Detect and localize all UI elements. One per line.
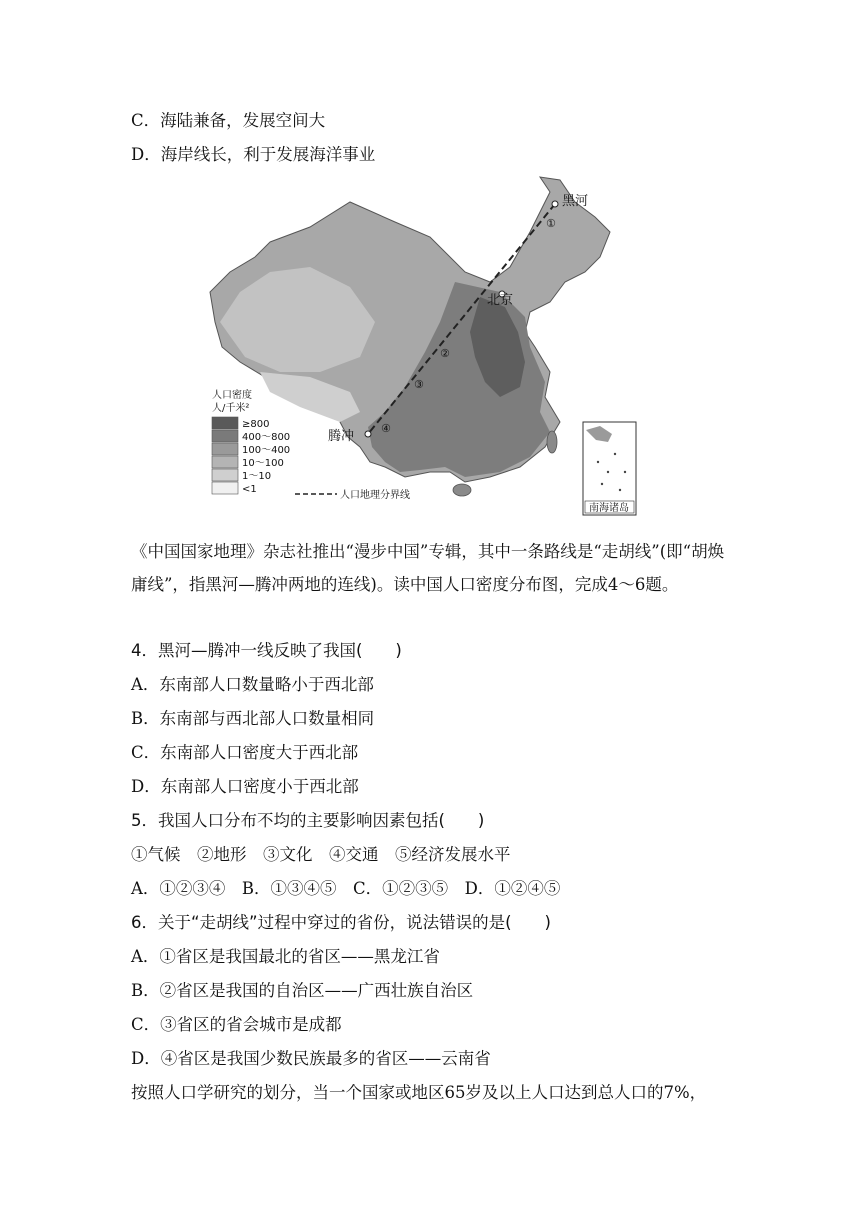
legend-label: 10～100 <box>242 458 284 469</box>
legend-line-label: 人口地理分界线 <box>340 490 410 501</box>
q4-option-a: A．东南部人口数量略小于西北部 <box>131 675 374 694</box>
legend-label: ≥800 <box>242 419 270 430</box>
heihe-label: 黑河 <box>562 194 589 209</box>
marker-1: ① <box>546 217 556 230</box>
option-c-prev: C．海陆兼备，发展空间大 <box>131 111 326 130</box>
q6-stem: 6．关于“走胡线”过程中穿过的省份，说法错误的是( ) <box>131 913 551 932</box>
population-density-map <box>200 172 640 517</box>
legend-label: 1～10 <box>242 471 272 482</box>
legend-swatch <box>212 456 238 468</box>
legend-title: 人口密度 <box>212 390 252 401</box>
legend-swatch <box>212 482 238 494</box>
taiwan-island <box>547 431 557 453</box>
legend-swatch <box>212 469 238 481</box>
q4-stem: 4．黑河—腾冲一线反映了我国( ) <box>131 641 402 660</box>
marker-3: ③ <box>414 378 424 391</box>
hainan-island <box>453 484 471 496</box>
legend-swatch <box>212 430 238 442</box>
marker-4: ④ <box>381 422 391 435</box>
tengchong-label: 腾冲 <box>328 429 355 444</box>
trailing-text: 按照人口学研究的划分，当一个国家或地区65岁及以上人口达到总人口的7%， <box>131 1083 707 1102</box>
heihe-dot <box>552 201 558 207</box>
beijing-label: 北京 <box>487 293 514 308</box>
q5-stem: 5．我国人口分布不均的主要影响因素包括( ) <box>131 811 485 830</box>
q5-factors: ①气候 ②地形 ③文化 ④交通 ⑤经济发展水平 <box>131 845 511 864</box>
q6-option-a: A．①省区是我国最北的省区——黑龙江省 <box>131 947 440 966</box>
tengchong-dot <box>365 431 371 437</box>
q4-option-d: D．东南部人口密度小于西北部 <box>131 777 359 796</box>
q6-option-d: D．④省区是我国少数民族最多的省区——云南省 <box>131 1049 491 1068</box>
map-legend <box>212 388 290 495</box>
q4-option-b: B．东南部与西北部人口数量相同 <box>131 709 375 728</box>
legend-swatch <box>212 443 238 455</box>
marker-2: ② <box>440 347 450 360</box>
inset-label: 南海诸岛 <box>589 503 629 514</box>
intro-paragraph: 《中国国家地理》杂志社推出“漫步中国”专辑，其中一条路线是“走胡线”(即“胡焕庸线”，指黑河—腾冲两地的连线)。读中国人口密度分布图，完成4～6题。 <box>131 542 725 594</box>
q6-option-b: B．②省区是我国的自治区——广西壮族自治区 <box>131 981 474 1000</box>
q6-option-c: C．③省区的省会城市是成都 <box>131 1015 342 1034</box>
legend-label: <1 <box>242 484 257 495</box>
q5-options: A．①②③④ B．①③④⑤ C．①②③⑤ D．①②④⑤ <box>131 879 561 898</box>
legend-label: 100～400 <box>242 445 291 456</box>
legend-swatch <box>212 417 238 429</box>
legend-unit: 人/千米² <box>212 403 250 414</box>
option-d-prev: D．海岸线长，利于发展海洋事业 <box>131 145 376 164</box>
q4-option-c: C．东南部人口密度大于西北部 <box>131 743 359 762</box>
legend-label: 400～800 <box>242 432 291 443</box>
